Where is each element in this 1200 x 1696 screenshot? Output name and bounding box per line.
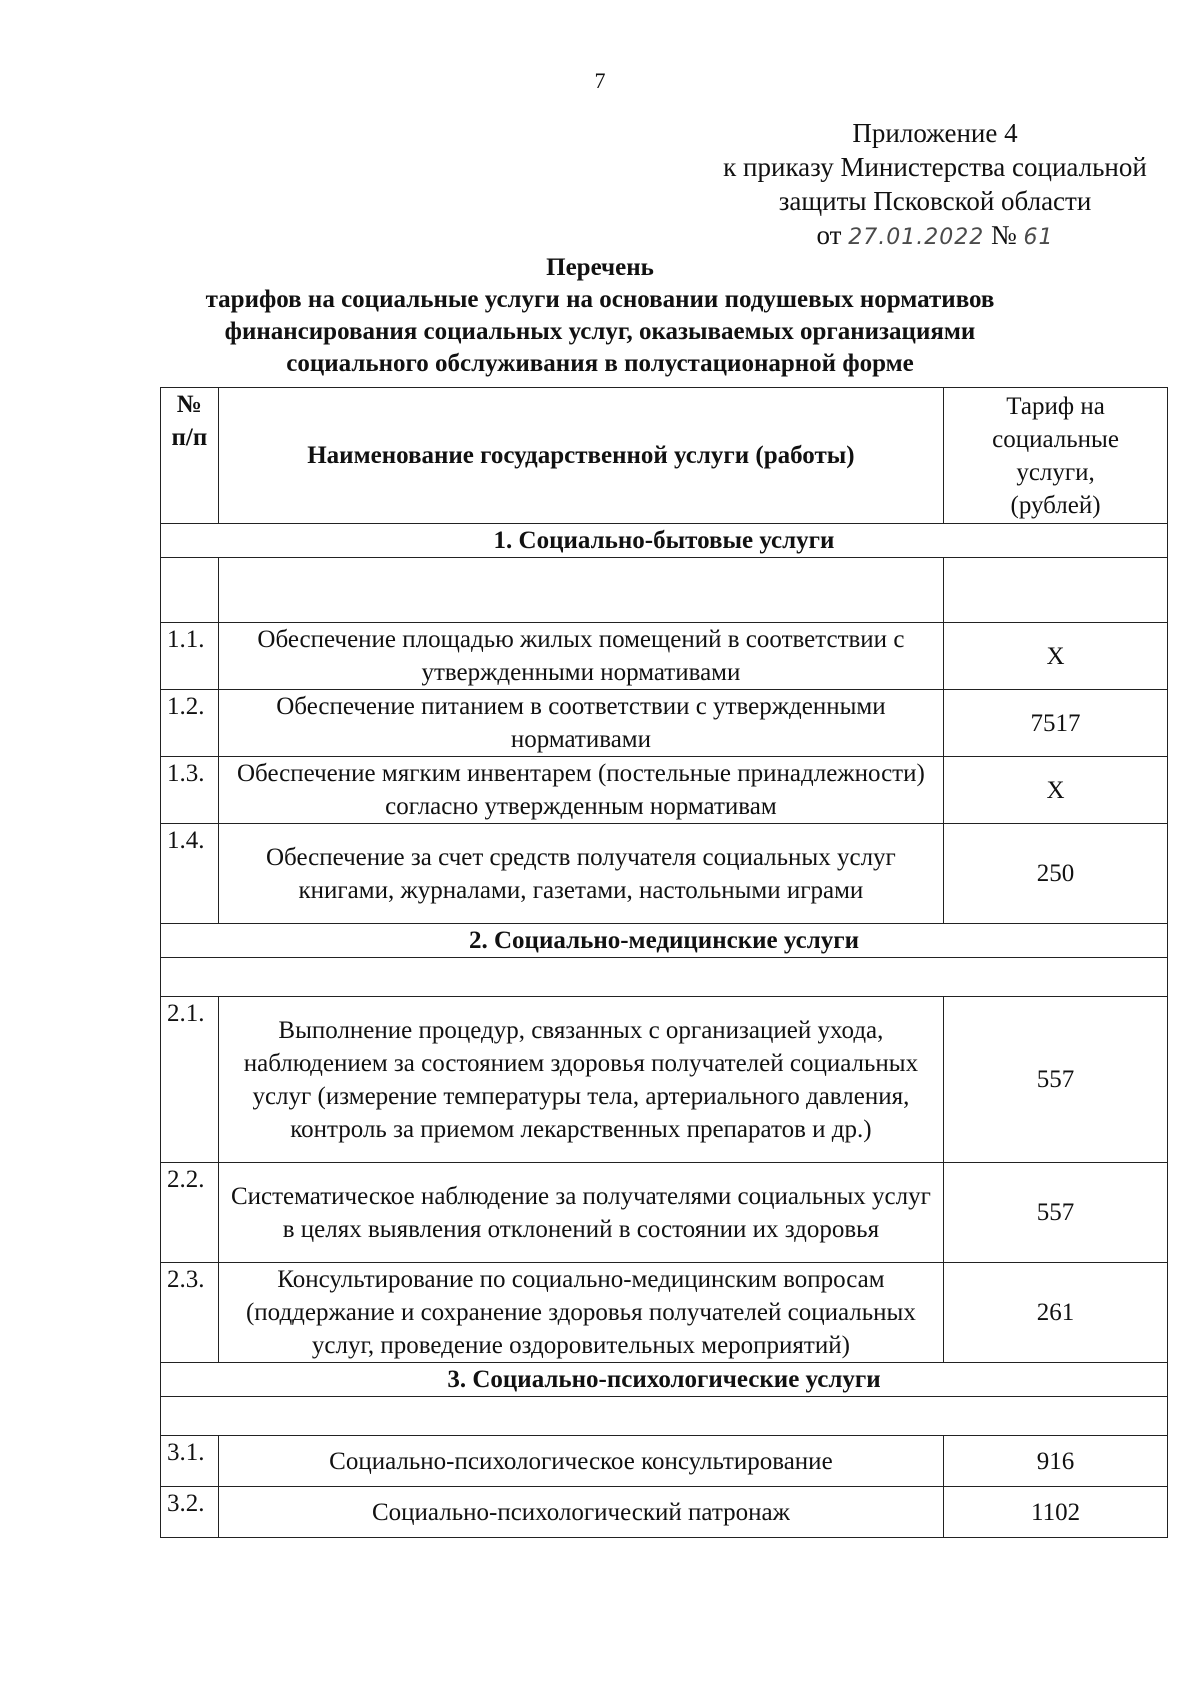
handwritten-date: 27.01.2022 (848, 225, 985, 250)
appendix-order-ref: к приказу Министерства социальной (723, 152, 1147, 182)
empty-cell (161, 558, 219, 623)
header-price-line: Тариф на (1006, 392, 1105, 420)
section-title: 2. Социально-медицинские услуги (161, 924, 1168, 958)
document-title (160, 252, 1040, 380)
row-price: 7517 (944, 690, 1168, 757)
table-row (161, 824, 1168, 924)
tariffs-table (160, 387, 1168, 1538)
empty-cell (161, 1397, 1168, 1436)
empty-cell (218, 558, 943, 623)
section-title: 1. Социально-бытовые услуги (161, 524, 1168, 558)
header-num-label: п/п (171, 424, 208, 451)
row-name: Социально-психологическое консультирование (218, 1436, 943, 1487)
row-name: Обеспечение площадью жилых помещений в соответствии с утвержденными нормативами (218, 623, 943, 690)
title-line-3: финансирования социальных услуг, оказываемых организациями (224, 318, 976, 345)
row-price: 1102 (944, 1487, 1168, 1538)
table-row (161, 757, 1168, 824)
section-row (161, 1363, 1168, 1397)
table-row (161, 623, 1168, 690)
row-num: 2.3. (161, 1263, 219, 1363)
title-line-2: тарифов на социальные услуги на основании подушевых нормативов (205, 286, 995, 313)
row-num: 2.1. (161, 997, 219, 1163)
row-name: Обеспечение за счет средств получателя социальных услуг книгами, журналами, газетами, настольными играми (218, 824, 943, 924)
header-num-symbol: № (176, 391, 202, 418)
empty-row (161, 1397, 1168, 1436)
row-price: 250 (944, 824, 1168, 924)
header-num (161, 388, 219, 524)
empty-row (161, 558, 1168, 623)
table-header-row (161, 388, 1168, 524)
number-prefix: № (990, 220, 1017, 250)
header-name: Наименование государственной услуги (работы) (218, 388, 943, 524)
table-row (161, 1263, 1168, 1363)
table-row (161, 1487, 1168, 1538)
row-num: 1.1. (161, 623, 219, 690)
row-price: X (944, 623, 1168, 690)
header-price (944, 388, 1168, 524)
empty-cell (161, 958, 1168, 997)
handwritten-number: 61 (1023, 225, 1054, 250)
row-num: 1.4. (161, 824, 219, 924)
appendix-title: Приложение 4 (852, 118, 1018, 148)
row-num: 3.1. (161, 1436, 219, 1487)
appendix-header (700, 116, 1170, 255)
row-num: 3.2. (161, 1487, 219, 1538)
header-price-line: услуги, (1016, 458, 1095, 486)
row-num: 1.2. (161, 690, 219, 757)
row-price: 916 (944, 1436, 1168, 1487)
row-name: Выполнение процедур, связанных с организацией ухода, наблюдением за состоянием здоровья получателей социальных услуг (измерение температуры тела, артериального давления, контроль за приемом лекарственных препаратов и др.) (218, 997, 943, 1163)
appendix-ministry: защиты Псковской области (778, 186, 1092, 216)
table-row (161, 1163, 1168, 1263)
title-line-4: социального обслуживания в полустационарной форме (286, 350, 914, 377)
header-price-line: (рублей) (1010, 491, 1101, 519)
section-row (161, 524, 1168, 558)
row-price: 557 (944, 1163, 1168, 1263)
page-number: 7 (594, 68, 606, 93)
row-name: Консультирование по социально-медицинским вопросам (поддержание и сохранение здоровья получателей социальных услуг, проведение оздоровительных мероприятий) (218, 1263, 943, 1363)
table-row (161, 690, 1168, 757)
empty-row (161, 958, 1168, 997)
empty-cell (944, 558, 1168, 623)
header-price-line: социальные (992, 425, 1119, 453)
date-prefix: от (816, 220, 842, 250)
row-num: 2.2. (161, 1163, 219, 1263)
row-price: X (944, 757, 1168, 824)
table-row (161, 1436, 1168, 1487)
row-name: Обеспечение мягким инвентарем (постельные принадлежности) согласно утвержденным нормативам (218, 757, 943, 824)
row-price: 557 (944, 997, 1168, 1163)
table-row (161, 997, 1168, 1163)
row-num: 1.3. (161, 757, 219, 824)
section-title: 3. Социально-психологические услуги (161, 1363, 1168, 1397)
row-name: Обеспечение питанием в соответствии с утвержденными нормативами (218, 690, 943, 757)
title-line-1: Перечень (546, 254, 654, 281)
section-row (161, 924, 1168, 958)
appendix-date-line (700, 218, 1170, 255)
row-name: Социально-психологический патронаж (218, 1487, 943, 1538)
row-name: Систематическое наблюдение за получателями социальных услуг в целях выявления отклонений в состоянии их здоровья (218, 1163, 943, 1263)
row-price: 261 (944, 1263, 1168, 1363)
